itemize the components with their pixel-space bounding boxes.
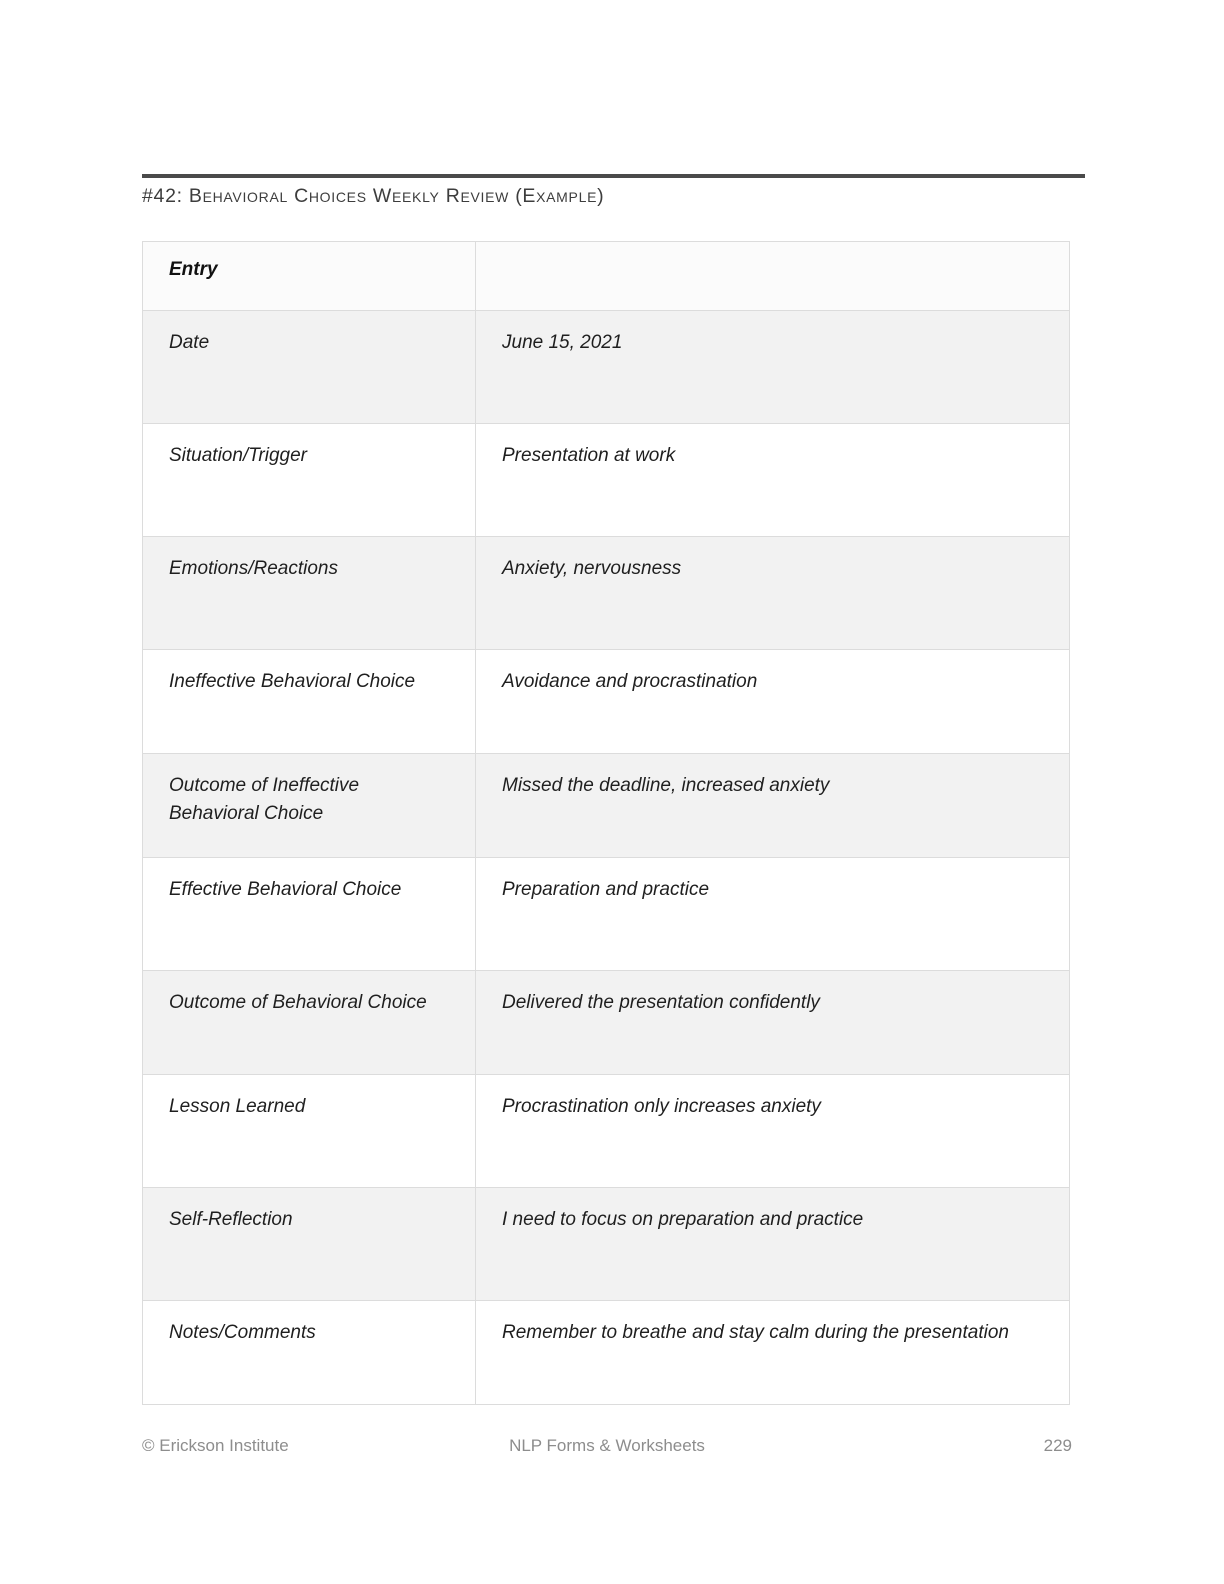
- row-value-notes-comments[interactable]: Remember to breathe and stay calm during the presentation: [476, 1301, 1070, 1405]
- page-title: #42: Behavioral Choices Weekly Review (Example): [142, 185, 605, 207]
- row-value-outcome-of-ineffective-behavioral-choice[interactable]: Missed the deadline, increased anxiety: [476, 754, 1070, 858]
- row-label-ineffective-behavioral-choice: Ineffective Behavioral Choice: [143, 650, 476, 754]
- table-header-row: [143, 242, 1070, 311]
- table-row: [143, 1301, 1070, 1405]
- page-footer: [142, 1436, 1072, 1460]
- row-value-ineffective-behavioral-choice[interactable]: Avoidance and procrastination: [476, 650, 1070, 754]
- table-header: [143, 242, 1070, 311]
- row-value-lesson-learned[interactable]: Procrastination only increases anxiety: [476, 1075, 1070, 1188]
- footer-copyright: © Erickson Institute: [142, 1436, 289, 1455]
- row-value-outcome-of-behavioral-choice[interactable]: Delivered the presentation confidently: [476, 971, 1070, 1075]
- table-row: [143, 424, 1070, 537]
- table-row: [143, 754, 1070, 858]
- column-header-value: [476, 242, 1070, 311]
- footer-page-number: 229: [1043, 1436, 1072, 1455]
- row-label-outcome-of-ineffective-behavioral-choice: Outcome of Ineffective Behavioral Choice: [143, 754, 476, 858]
- row-value-date[interactable]: June 15, 2021: [476, 311, 1070, 424]
- table-row: [143, 858, 1070, 971]
- row-label-self-reflection: Self-Reflection: [143, 1188, 476, 1301]
- row-value-self-reflection[interactable]: I need to focus on preparation and practice: [476, 1188, 1070, 1301]
- behavioral-choices-table: [142, 241, 1070, 1405]
- table-row: [143, 537, 1070, 650]
- row-label-date: Date: [143, 311, 476, 424]
- row-label-effective-behavioral-choice: Effective Behavioral Choice: [143, 858, 476, 971]
- table-row: [143, 971, 1070, 1075]
- row-label-outcome-of-behavioral-choice: Outcome of Behavioral Choice: [143, 971, 476, 1075]
- table-row: [143, 1075, 1070, 1188]
- table-row: [143, 1188, 1070, 1301]
- row-value-effective-behavioral-choice[interactable]: Preparation and practice: [476, 858, 1070, 971]
- header-rule: [142, 174, 1085, 178]
- row-value-emotions-reactions[interactable]: Anxiety, nervousness: [476, 537, 1070, 650]
- column-header-entry: Entry: [143, 242, 476, 311]
- row-label-notes-comments: Notes/Comments: [143, 1301, 476, 1405]
- table-row: [143, 311, 1070, 424]
- row-value-situation-trigger[interactable]: Presentation at work: [476, 424, 1070, 537]
- footer-document-title: NLP Forms & Worksheets: [509, 1436, 705, 1455]
- table-body: [143, 311, 1070, 1405]
- table-row: [143, 650, 1070, 754]
- row-label-lesson-learned: Lesson Learned: [143, 1075, 476, 1188]
- row-label-situation-trigger: Situation/Trigger: [143, 424, 476, 537]
- row-label-emotions-reactions: Emotions/Reactions: [143, 537, 476, 650]
